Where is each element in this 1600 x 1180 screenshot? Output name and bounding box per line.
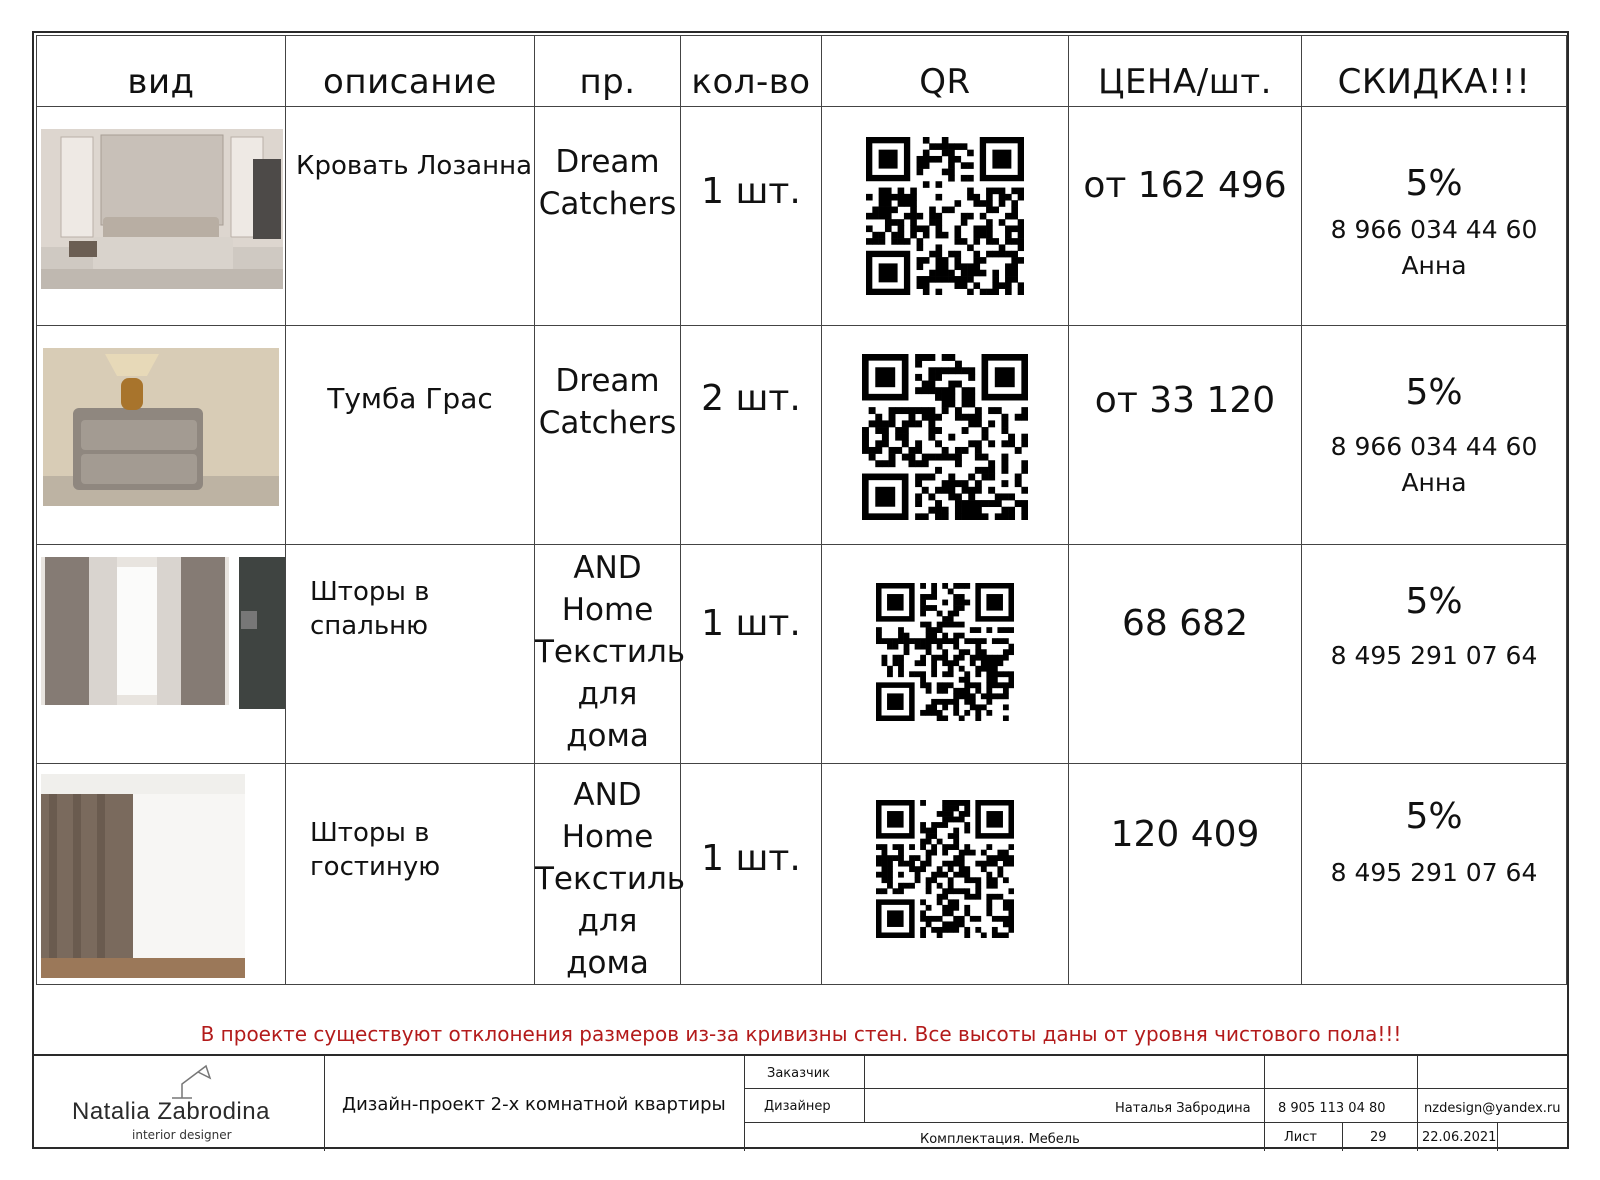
table-row xyxy=(37,326,1567,545)
discount-percent: 5% xyxy=(1405,372,1463,413)
row-manufacturer: AND Home Текстиль для дома xyxy=(535,545,681,764)
discount-percent: 5% xyxy=(1405,163,1463,204)
logo-subtitle: interior designer xyxy=(132,1128,232,1142)
row-discount-cell xyxy=(1302,764,1567,985)
row-discount-cell xyxy=(1302,326,1567,545)
sheet-label: Лист xyxy=(1284,1130,1317,1145)
designer-email: nzdesign@yandex.ru xyxy=(1424,1101,1561,1116)
header-qr: QR xyxy=(822,36,1069,107)
qr-cell xyxy=(822,545,1069,764)
row-manufacturer: Dream Catchers xyxy=(535,326,681,545)
row-price: от 162 496 xyxy=(1069,107,1302,326)
row-quantity: 2 шт. xyxy=(681,326,822,545)
bedroom-curtains-photo xyxy=(41,557,285,709)
designer-name: Наталья Забродина xyxy=(1115,1101,1251,1116)
product-image-cell xyxy=(37,764,286,985)
qr-cell xyxy=(822,326,1069,545)
product-image-cell xyxy=(37,107,286,326)
qr-code-icon xyxy=(866,137,1024,295)
discount-phone: 8 495 291 07 64 xyxy=(1330,858,1538,887)
designer-phone: 8 905 113 04 80 xyxy=(1278,1101,1386,1116)
row-manufacturer: AND Home Текстиль для дома xyxy=(535,764,681,985)
row-discount-cell xyxy=(1302,545,1567,764)
discount-contact: Анна xyxy=(1401,251,1467,280)
header-description: описание xyxy=(286,36,535,107)
table-row xyxy=(37,107,1567,326)
bed-photo xyxy=(41,129,283,289)
product-image-cell xyxy=(37,326,286,545)
discount-contact: Анна xyxy=(1401,468,1467,497)
sheet-title: Комплектация. Мебель xyxy=(920,1132,1080,1147)
project-title: Дизайн-проект 2-х комнатной квартиры xyxy=(342,1094,726,1115)
table-row xyxy=(37,764,1567,985)
table-header-row xyxy=(37,36,1567,107)
row-quantity: 1 шт. xyxy=(681,764,822,985)
row-manufacturer: Dream Catchers xyxy=(535,107,681,326)
header-quantity: кол-во xyxy=(681,36,822,107)
row-quantity: 1 шт. xyxy=(681,545,822,764)
qr-cell xyxy=(822,107,1069,326)
nightstand-photo xyxy=(43,348,279,506)
qr-code-icon xyxy=(876,583,1014,721)
row-description: Тумба Грас xyxy=(286,326,535,545)
logo-name: Natalia Zabrodina xyxy=(72,1098,270,1125)
header-price: ЦЕНА/шт. xyxy=(1069,36,1302,107)
discount-phone: 8 495 291 07 64 xyxy=(1330,641,1538,670)
discount-percent: 5% xyxy=(1405,796,1463,837)
qr-code-icon xyxy=(862,354,1028,520)
qr-code-icon xyxy=(876,800,1014,938)
product-image-cell xyxy=(37,545,286,764)
header-view: вид xyxy=(37,36,286,107)
sheet-date: 22.06.2021 xyxy=(1422,1130,1497,1145)
table-row xyxy=(37,545,1567,764)
living-room-curtains-photo xyxy=(41,774,245,978)
row-description: Шторы в гостиную xyxy=(286,764,535,985)
row-discount-cell xyxy=(1302,107,1567,326)
desk-lamp-logo-icon xyxy=(162,1062,222,1102)
title-block xyxy=(32,1054,1569,1151)
discount-percent: 5% xyxy=(1405,581,1463,622)
header-discount: СКИДКА!!! xyxy=(1302,36,1567,107)
furniture-table xyxy=(36,35,1567,985)
discount-phone: 8 966 034 44 60 xyxy=(1330,215,1538,244)
designer-label: Дизайнер xyxy=(764,1099,831,1114)
discount-phone: 8 966 034 44 60 xyxy=(1330,432,1538,461)
row-price: 68 682 xyxy=(1069,545,1302,764)
customer-label: Заказчик xyxy=(767,1066,831,1081)
row-price: 120 409 xyxy=(1069,764,1302,985)
row-quantity: 1 шт. xyxy=(681,107,822,326)
warning-notice: В проекте существуют отклонения размеров из-за кривизны стен. Все высоты даны от уровня чистового пола!!! xyxy=(200,1022,1402,1046)
row-description: Кровать Лозанна xyxy=(286,107,535,326)
header-manufacturer: пр. xyxy=(535,36,681,107)
row-price: от 33 120 xyxy=(1069,326,1302,545)
row-description: Шторы в спальню xyxy=(286,545,535,764)
qr-cell xyxy=(822,764,1069,985)
sheet-number: 29 xyxy=(1370,1130,1387,1145)
